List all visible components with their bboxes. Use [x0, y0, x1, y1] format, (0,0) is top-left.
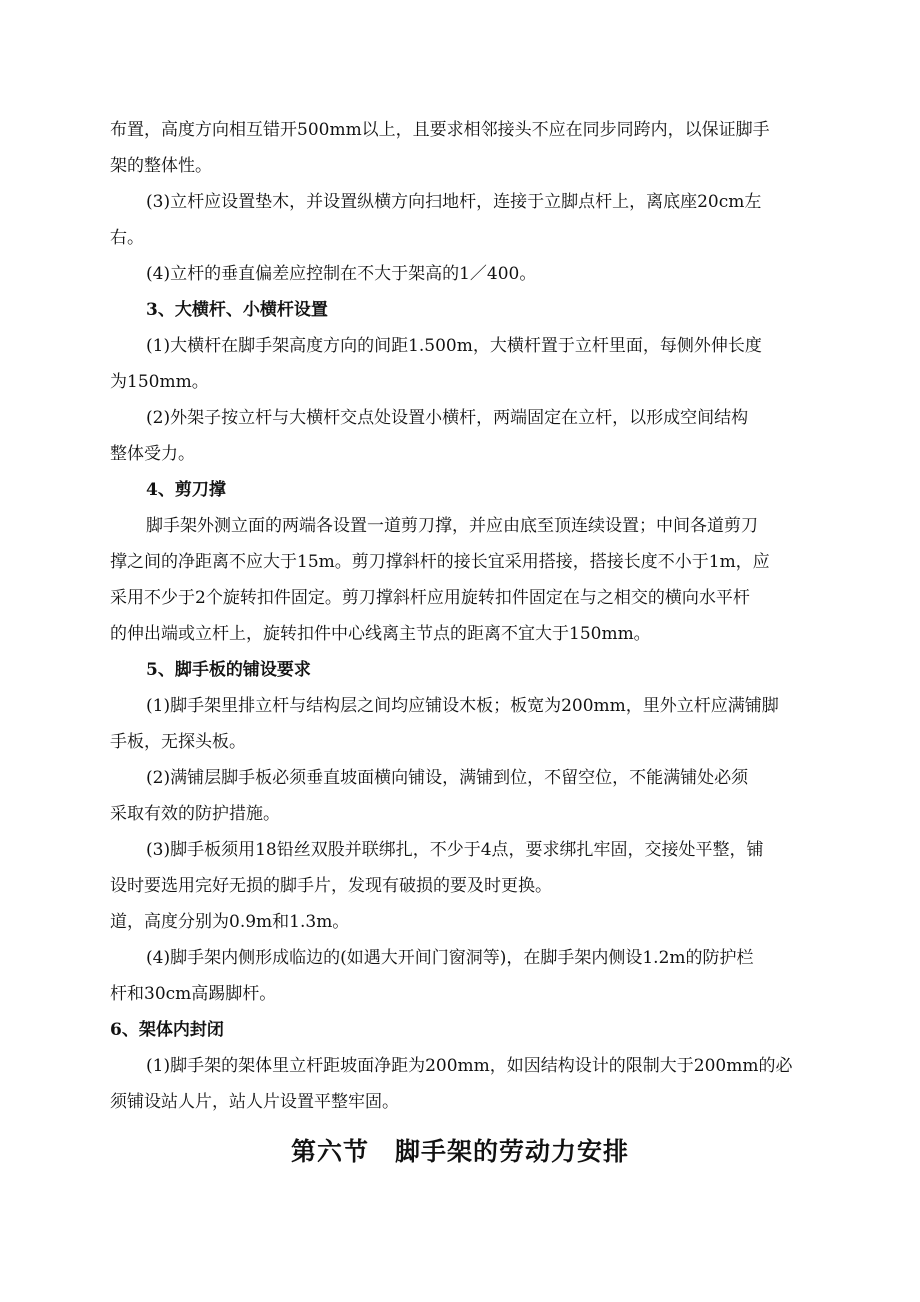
paragraph-line: 为150mm。: [110, 372, 209, 392]
paragraph-line: 采用不少于2个旋转扣件固定。剪刀撑斜杆应用旋转扣件固定在与之相交的横向水平杆: [110, 588, 750, 608]
paragraph-line: 道，高度分别为0.9m和1.3m。: [110, 912, 350, 932]
paragraph-line: (1)脚手架的架体里立杆距坡面净距为200mm，如因结构设计的限制大于200mm的必: [146, 1056, 793, 1076]
paragraph-line: 采取有效的防护措施。: [110, 804, 280, 824]
paragraph-line: 整体受力。: [110, 444, 195, 464]
paragraph-line: (1)大横杆在脚手架高度方向的间距1.500m，大横杆置于立杆里面，每侧外伸长度: [146, 336, 762, 356]
paragraph-line: 右。: [110, 228, 144, 248]
paragraph-line: 须铺设站人片，站人片设置平整牢固。: [110, 1092, 399, 1112]
section-title: 第六节 脚手架的劳动力安排: [290, 1137, 629, 1166]
paragraph-line: (3)立杆应设置垫木，并设置纵横方向扫地杆，连接于立脚点杆上，离底座20cm左: [146, 192, 762, 212]
paragraph-line: 设时要选用完好无损的脚手片，发现有破损的要及时更换。: [110, 876, 552, 896]
paragraph-line: (2)满铺层脚手板必须垂直坡面横向铺设，满铺到位，不留空位，不能满铺处必须: [146, 768, 749, 788]
paragraph-line: 的伸出端或立杆上，旋转扣件中心线离主节点的距离不宜大于150mm。: [110, 624, 651, 644]
paragraph-line: 脚手架外测立面的两端各设置一道剪刀撑，并应由底至顶连续设置；中间各道剪刀: [146, 516, 758, 536]
paragraph-line: 撑之间的净距离不应大于15m。剪刀撑斜杆的接长宜采用搭接，搭接长度不小于1m，应: [110, 552, 770, 572]
subsection-heading: 6、架体内封闭: [110, 1020, 224, 1040]
paragraph-line: 手板，无探头板。: [110, 732, 246, 752]
paragraph-line: 布置，高度方向相互错开500mm以上，且要求相邻接头不应在同步同跨内，以保证脚手: [110, 120, 770, 140]
paragraph-line: 架的整体性。: [110, 156, 212, 176]
subsection-heading: 4、剪刀撑: [146, 480, 226, 500]
paragraph-line: 杆和30cm高踢脚杆。: [110, 984, 277, 1004]
subsection-heading: 5、脚手板的铺设要求: [146, 660, 311, 680]
subsection-heading: 3、大横杆、小横杆设置: [146, 300, 328, 320]
paragraph-line: (4)脚手架内侧形成临边的(如遇大开间门窗洞等)，在脚手架内侧设1.2m的防护栏: [146, 948, 754, 968]
paragraph-line: (1)脚手架里排立杆与结构层之间均应铺设木板；板宽为200mm，里外立杆应满铺脚: [146, 696, 779, 716]
paragraph-line: (2)外架子按立杆与大横杆交点处设置小横杆，两端固定在立杆，以形成空间结构: [146, 408, 749, 428]
paragraph-line: (4)立杆的垂直偏差应控制在不大于架高的1／400。: [146, 264, 537, 284]
paragraph-line: (3)脚手板须用18铅丝双股并联绑扎，不少于4点，要求绑扎牢固，交接处平整，铺: [146, 840, 764, 860]
